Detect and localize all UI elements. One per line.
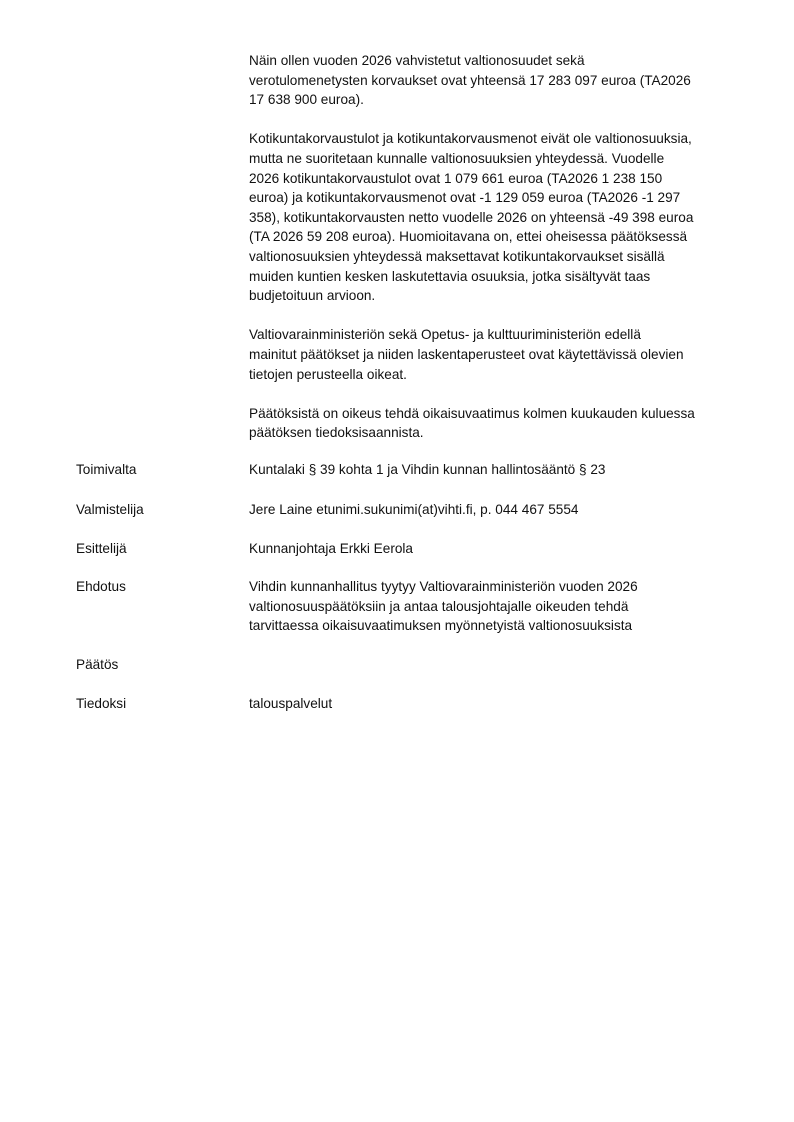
field-value: Vihdin kunnanhallitus tyytyy Valtiovarainministeriön vuoden 2026 valtionosuuspäätöksiin ja antaa talousjohtajalle oikeuden tehdä tarvittaessa oikaisuvaatimuksen myönnetyistä valtionosuuksista xyxy=(249,579,638,634)
field-label: Toimivalta xyxy=(76,462,137,477)
field-label: Tiedoksi xyxy=(76,696,127,711)
document-body xyxy=(249,51,759,462)
field-value: Kuntalaki § 39 kohta 1 ja Vihdin kunnan hallintosääntö § 23 xyxy=(249,462,606,477)
field-value: talouspalvelut xyxy=(249,696,333,711)
field-label: Valmistelija xyxy=(76,502,144,517)
field-label: Esittelijä xyxy=(76,541,127,556)
paragraph-appeal-right: Päätöksistä on oikeus tehdä oikaisuvaatimus kolmen kuukauden kuluessa päätöksen tiedoksisaannista. xyxy=(249,405,695,441)
field-label: Päätös xyxy=(76,657,119,672)
field-value: Kunnanjohtaja Erkki Eerola xyxy=(249,541,413,556)
paragraph-home-municipality-compensation: Kotikuntakorvaustulot ja kotikuntakorvausmenot eivät ole valtionosuuksia, mutta ne suoritetaan kunnalle valtionosuuksien yhteydessä. Vuodelle 2026 kotikuntakorvaustulot ovat 1 079 661 euroa (TA2026 1 238 150 euroa) ja kotikuntakorvausmenot ovat -1 129 059 euroa (TA2026 -1 297 358), kotikuntakorvausten netto vuodelle 2026 on yhteensä -49 398 euroa (TA 2026 59 208 euroa). Huomioitavana on, ettei oheisessa päätöksessä valtionosuuksien yhteydessä maksettavat kotikuntakorvaukset sisällä muiden kuntien kesken laskutettavia osuuksia, jotka sisältyvät taas budjetoituun arvioon. xyxy=(249,131,694,304)
field-value: Jere Laine etunimi.sukunimi(at)vihti.fi, p. 044 467 5554 xyxy=(249,502,579,517)
field-label: Ehdotus xyxy=(76,579,126,594)
paragraph-ministry-decisions: Valtiovarainministeriön sekä Opetus- ja kulttuuriministeriön edellä mainitut päätökset ja niiden laskentaperusteet ovat käytettävissä olevien tietojen perusteella oikeat. xyxy=(249,327,684,382)
paragraph-total-state-aid: Näin ollen vuoden 2026 vahvistetut valtionosuudet sekä verotulomenetysten korvaukset ovat yhteensä 17 283 097 euroa (TA2026 17 638 900 euroa). xyxy=(249,53,691,108)
